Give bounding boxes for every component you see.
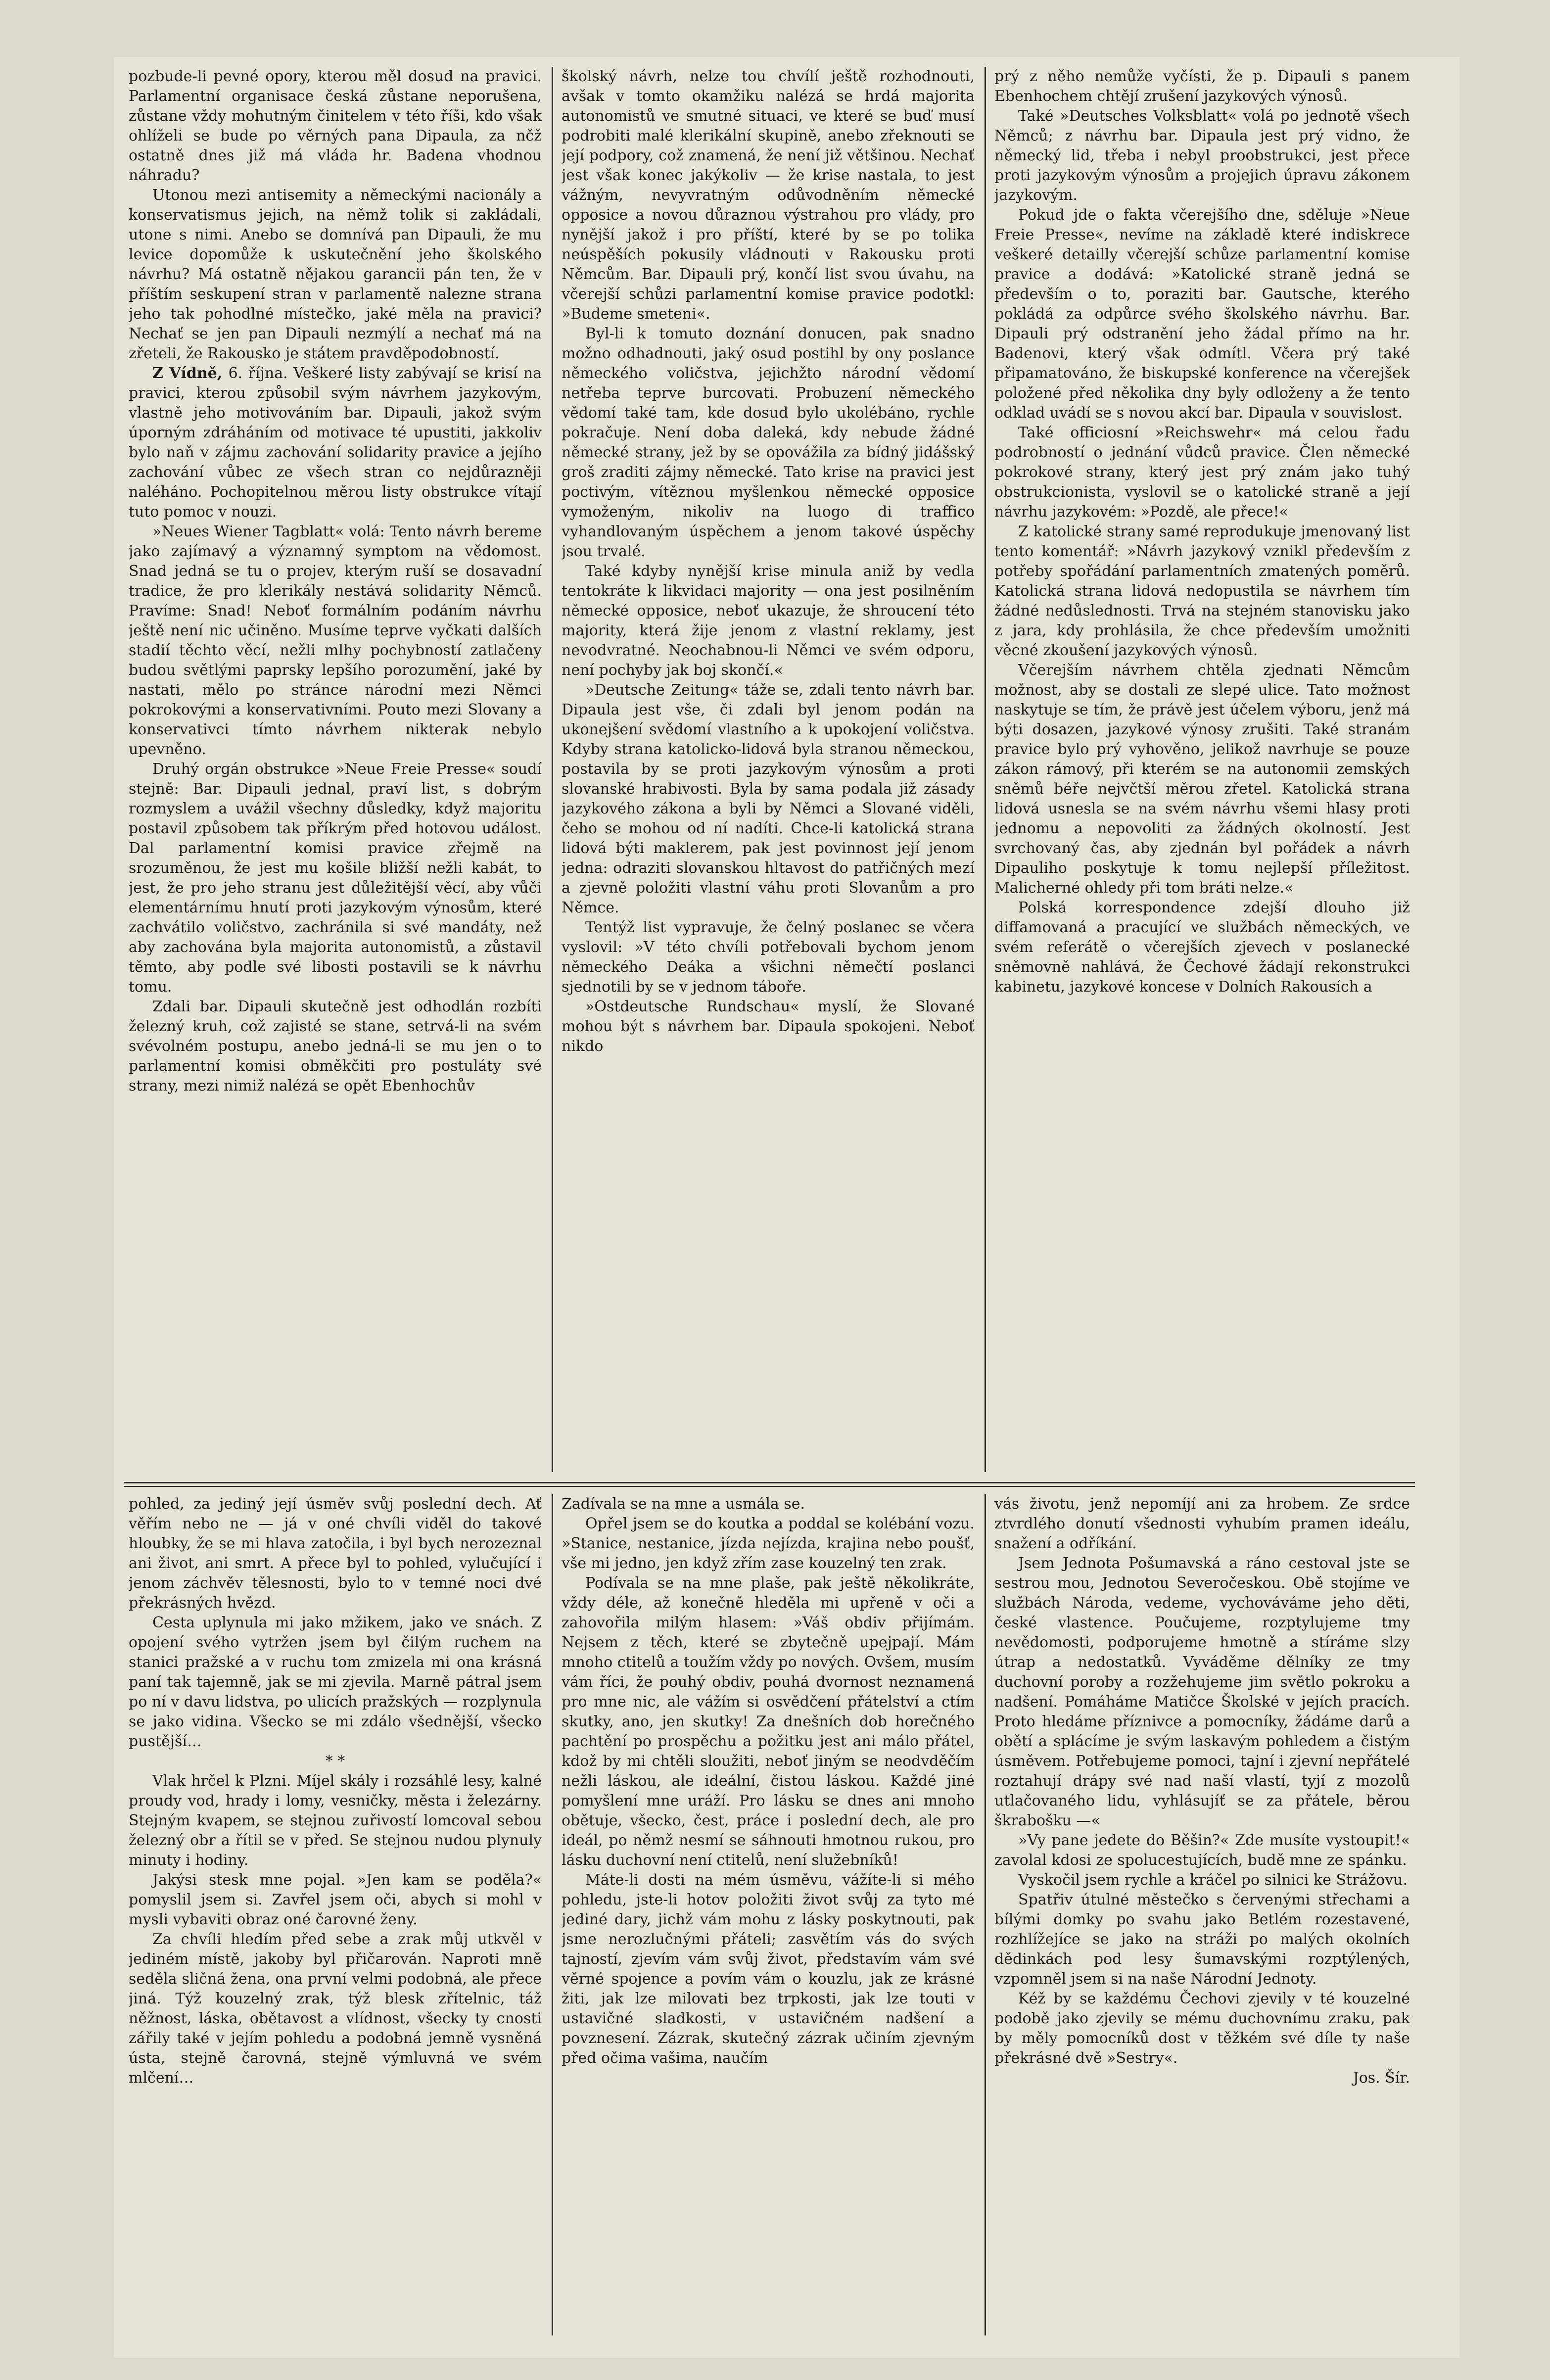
paragraph-continued: prý z něho nemůže vyčísti, že p. Dipauli s panem Ebenhochem chtějí zrušení jazykových výnosů.	[994, 68, 1410, 105]
paragraph: Opřel jsem se do koutka a poddal se kolébání vozu. »Stanice, nestanice, jízda nejízda, krajina nebo poušť, vše mi jedno, jen když zřím zase kouzelný ten zrak.	[562, 1515, 975, 1572]
paragraph: Také kdyby nynější krise minula aniž by vedla tentokráte k likvidaci majority — ona jest posilněním německé opposice, neboť ukazuje, že shroucení této majority, která žije jenom z vlastní reklamy, jest nevodvratné. Neochabnou-li Němci ve svém odporu, není pochyby jak boj skončí.«	[562, 563, 975, 679]
dateline-paragraph	[129, 364, 542, 522]
paragraph: Vlak hrčel k Plzni. Míjel skály i rozsáhlé lesy, kalné proudy vod, hrady i lomy, vesničky, města i železárny. Stejným kvapem, se stejnou zuřivostí lomcoval sebou železný obr a řítil se v před. Se stejnou nudou plynuly minuty i hodiny.	[129, 1772, 542, 1869]
paragraph-continued: pohled, za jediný její úsměv svůj poslední dech. Ať věřím nebo ne — já v oné chvíli viděl do takové hloubky, že se mi hlava zatočila, i byl bych nerozeznal ani život, ani smrt. A přece byl to pohled, vylučující i jenom záchvěv tělesnosti, bylo to v temné noci dvé překrásných hvězd.	[129, 1495, 542, 1612]
paragraph: Také officiosní »Reichswehr« má celou řadu podrobností o jednání vůdců pravice. Člen německé pokrokové strany, který jest prý znám jako tuhý obstrukcionista, vyslovil se o katolické straně a její návrhu jazykovém: »Pozdě, ale přece!«	[994, 424, 1410, 521]
paragraph: Jsem Jednota Pošumavská a ráno cestoval jste se sestrou mou, Jednotou Severočeskou. Obě stojíme ve službách Národa, vedeme, vychováváme jeho děti, české vlastence. Poučujeme, rozptylujeme tmy nevědomosti, podporujeme hmotně a stíráme slzy útrap a nedostatků. Vyváděme dělníky ze tmy duchovní poroby a rozžehujeme jim světlo pokroku a nadšení. Pomáháme Matičce Školské v jejích pracích. Proto hledáme příznivce a pomocníky, žádáme darů a obětí a splácíme je svým laskavým pohledem a čistým úsměvem. Potřebujeme pomoci, tajní i zjevní nepřátelé roztahují drápy své nad naší vlastí, tyjí z mozolů utlačovaného lidu, vyhlásujíť se za přátele, běrou škrabošku —«	[994, 1555, 1410, 1829]
lower-column-1	[129, 1494, 542, 2335]
upper-column-3	[994, 67, 1410, 1472]
newspaper-sheet	[114, 57, 1459, 2358]
column-rule	[985, 67, 986, 1472]
dateline-place: Z Vídně,	[152, 365, 229, 382]
section-separator: * *	[325, 1753, 345, 1770]
paragraph: Máte-li dosti na mém úsměvu, vážíte-li si mého pohledu, jste-li hotov položiti život svůj za tyto mé jediné dary, jichž vám mohu z lásky poskytnouti, pak jsme nerozlučnými přáteli; zasvětím vás do svých tajností, zjevím vám svůj život, představím vám své věrné spojence a povím vám o kouzlu, jak ze krásné žiti, jak lze milovati bez trpkosti, jak lze touti v ustavičné sladkosti, v ustavičném nadšení a povznesení. Zázrak, skutečný zázrak učiním zjevným před očima vašima, naučím	[562, 1871, 975, 2067]
paragraph-continued: školský návrh, nelze tou chvílí ještě rozhodnouti, avšak v tomto okamžiku nalézá se hrdá majorita autonomistů ve smutné situaci, ve které se buď musí podrobiti malé klerikální skupině, anebo zřeknouti se její podpory, což znamená, že není již většinou. Nechať jest však konec jakýkoliv — že krise nastala, to jest vážným, nevyvratným odůvodněním německé opposice a novou důraznou výstrahou pro vlády, pro nynější jakož i pro příští, které by se po tolika neúspěších pokusily vládnouti v Rakousku proti Němcům. Bar. Dipauli prý, končí list svou úvahu, na včerejší schůzi parlamentní komise pravice podotkl: »Budeme smeteni«.	[562, 68, 975, 323]
paragraph: Druhý orgán obstrukce »Neue Freie Presse« soudí stejně: Bar. Dipauli jednal, praví list, s dobrým rozmyslem a uvážil všechny důsledky, když majoritu postavil způsobem tak příkrým před hotovou událost. Dal parlamentní komisi pravice zřejmě na srozuměnou, že jest mu košile bližší nežli kabát, to jest, že pro jeho stranu jest důležitější věcí, aby vůči elementárnímu hnutí proti jazykovým výnosům, které zachvátilo voličstvo, zachránila si své mandáty, než aby zachována byla majorita autonomistů, a zůstavil těmto, aby podle své libosti postavili se k návrhu tomu.	[129, 761, 542, 996]
paragraph: Včerejším návrhem chtěla zjednati Němcům možnost, aby se dostali ze slepé ulice. Tato možnost naskytuje se tím, že právě jest účelem výboru, jenž má býti dosazen, jazykové výnosy zrušiti. Také stranám pravice bylo prý vyhověno, jelikož navrhuje se pouze zákon rámový, při kterém se na autonomii zemských sněmů béře nejvčtší měrou zřetel. Katolická strana lidová usnesla se na svém návrhu všemi hlasy proti jednomu a nepovoliti za žádných okolností. Jest svrchovaný čas, aby zjednán byl pořádek a návrh Dipauliho poskytuje k tomu nejlepší příležitost. Malicherné ohledy při tom bráti nelze.«	[994, 662, 1410, 897]
dateline-text: 6. října. Veškeré listy zabývají se krisí na pravici, kterou způsobil svým návrhem jazykovým, vlastně jeho motivováním bar. Dipauli, jakož svým úporným zdráháním od motivace té upustiti, jakkoliv bylo naň v zájmu zachování solidarity pravice a jejího zachování vůbec ze všech stran co nejdůrazněji naléháno. Pochopitelnou měrou listy obstrukce vítají tuto pomoc v nouzi.	[129, 365, 542, 521]
paragraph: Tentýž list vypravuje, že čelný poslanec se včera vyslovil: »V této chvíli potřebovali bychom jenom německého Deáka a všichni němečtí poslanci sjednotili by se v jednom táboře.	[562, 919, 975, 996]
lower-column-3	[994, 1494, 1410, 2335]
paragraph: Spatřiv útulné městečko s červenými střechami a bílými domky po svahu jako Betlém rozestavené, rozhlížejíce se jako na stráži po malých okolních dědinkách pod lesy šumavskými rozptýlených, vzpomněl jsem si na naše Národní Jednoty.	[994, 1891, 1410, 1988]
paragraph: »Vy pane jedete do Běšin?« Zde musíte vystoupit!« zavolal kdosi ze spolucestujících, budě mne ze spánku.	[994, 1832, 1410, 1869]
paragraph: Kéž by se každému Čechovi zjevily v té kouzelné podobě jako zjevily se mému duchovnímu zraku, pak by měly pomocníků dost v těžkém své díle ty naše překrásné dvě »Sestry«.	[994, 1990, 1410, 2067]
lower-column-2	[562, 1494, 975, 2335]
paragraph: Byl-li k tomuto doznání donucen, pak snadno možno odhadnouti, jaký osud postihl by ony poslance německého voličstva, jejichžto národní vědomí netřeba teprve burcovati. Probuzení německého vědomí také tam, kde dosud bylo ukolébáno, rychle pokračuje. Není doba daleká, kdy nebude žádné německé strany, jež by se opovážila za bídný jidášský groš zraditi zájmy německé. Tato krise na pravici jest poctivým, vítěznou myšlenkou německé opposice vymoženým, nikoliv na luogo di traffico vyhandlovaným úspěchem a jenom takové úspěchy jsou trvalé.	[562, 325, 975, 560]
paragraph: Vyskočil jsem rychle a kráčel po silnici ke Strážovu.	[1018, 1871, 1408, 1889]
upper-column-2	[562, 67, 975, 1472]
upper-column-1	[129, 67, 542, 1472]
paragraph: Polská korrespondence zdejší dlouho již diffamovaná a pracující ve službách německých, ve svém referátě o včerejších zjevech v poslanecké sněmovně nahlává, že Čechové žádají rekonstrukci kabinetu, jazykové koncese v Dolních Rakousích a	[994, 899, 1410, 996]
paragraph: »Ostdeutsche Rundschau« myslí, že Slované mohou být s návrhem bar. Dipaula spokojeni. Neboť nikdo	[562, 998, 975, 1055]
column-rule	[985, 1494, 986, 2335]
feuilleton-rule	[124, 1486, 1415, 1487]
paragraph: »Deutsche Zeitung« táže se, zdali tento návrh bar. Dipaula jest vše, či zdali byl jenom podán na ukonejšení svědomí vlastního a k upokojení voličstva. Kdyby strana katolicko-lidová byla stranou německou, postavila by se proti jazykovým výnosům a proti slovanské hrabivosti. Byla by sama podala již zásady jazykového zákona a byli by Němci a Slované viděli, čeho se mohou od ní nadíti. Chce-li katolická strana lidová býti maklerem, pak jest povinnost její jenom jedna: odraziti slovanskou hltavost do patřičných mezí a zjevně položiti vlastní váhu proti Slovanům a pro Němce.	[562, 681, 975, 916]
paragraph: Z katolické strany samé reprodukuje jmenovaný list tento komentář: »Návrh jazykový vznikl především z potřeby spořádání parlamentních zmatených poměrů. Katolická strana lidová nedopustila se návrhem tím žádné nedůslednosti. Trvá na stejném stanovisku jako z jara, kdy prohlásila, že chce především umožniti věcné zkoušení jazykových výnosů.	[994, 523, 1410, 659]
paragraph: Cesta uplynula mi jako mžikem, jako ve snách. Z opojení svého vytržen jsem byl čilým ruchem na stanici pražské a v ruchu tom zmizela mi ona krásná paní tak tajemně, jak se mi zjevila. Marně pátral jsem po ní v davu lidstva, po ulicích pražských — rozplynula se jako vidina. Všecko se mi zdálo všednější, všecko pustější…	[129, 1614, 542, 1750]
paragraph: Pokud jde o fakta včerejšího dne, sděluje »Neue Freie Presse«, nevíme na základě které indiskrece veškeré detailly včerejší schůze parlamentní komise pravice a dodává: »Katolické straně jedná se především o to, poraziti bar. Gautsche, kterého pokládá za odpůrce svého školského návrhu. Bar. Dipauli prý odstranění jeho žádal přímo na hr. Badenovi, který však odmítl. Včera prý také připamatováno, že biskupské konference na včerejšek položené před několika dny byly odloženy a že tento odklad uvádí se s novou akcí bar. Dipaula v souvislost.	[994, 206, 1410, 422]
author-signature: Jos. Šír.	[1353, 2069, 1410, 2087]
feuilleton-rule	[124, 1482, 1415, 1483]
paragraph: Podívala se na mne plaše, pak ještě několikráte, vždy déle, až konečně hleděla mi upřeně v oči a zahovořila milým hlasem: »Váš obdiv přijímám. Nejsem z těch, které se zbytečně upejpají. Mám mnoho ctitelů a toužím vždy po nových. Ovšem, musím vám říci, že pouhý obdiv, pouhá dvornost neznamená pro mne nic, ale vážím si osvědčení přátelství a ctím skutky, ano, jen skutky! Za dnešních dob horečného pachtění po prospěchu a požitku jest ani málo přátel, kdož by mi chtěli sloužiti, neboť jiným se neodvděčím nežli láskou, ale ideální, čistou láskou. Každé jiné pomyšlení mne uráží. Pro lásku se dnes ani mnoho obětuje, všecko, čest, práce i poslední dech, ale pro ideál, po němž nesmí se sáhnouti hmotnou rukou, pro lásku duchovní není ctitelů, není služebníků!	[562, 1574, 975, 1869]
paragraph: Za chvíli hledím před sebe a zrak můj utkvěl v jediném místě, jakoby byl přičarován. Naproti mně seděla sličná žena, ona první velmi podobná, ale přece jiná. Týž kouzelný zrak, týž blesk zřítelnic, táž něžnost, láska, obětavost a vlídnost, všecky ty cnosti zářily také v jejím pohledu a podobná jemně vysněná ústa, stejně čarovná, stejně výmluvná ve svém mlčení…	[129, 1931, 542, 2087]
paragraph-continued: Zadívala se na mne a usmála se.	[562, 1495, 805, 1513]
paragraph-continued: vás životu, jenž nepomíjí ani za hrobem. Ze srdce ztvrdlého donutí všednosti vyhubím pramen ideálu, snažení a odříkání.	[994, 1495, 1410, 1552]
paragraph-continued: pozbude-li pevné opory, kterou měl dosud na pravici. Parlamentní organisace česká zůstane neporušena, zůstane vždy mohutným činitelem v této říši, kdo však ohlíželi se bude po věrných pana Dipaula, za nčž ostatně dnes již má vláda hr. Badena vhodnou náhradu?	[129, 68, 542, 184]
column-rule	[552, 1494, 553, 2335]
paragraph: Utonou mezi antisemity a německými nacionály a konservatismus jejich, na němž tolik si zakládali, utone s nimi. Anebo se domnívá pan Dipauli, že mu levice dopomůže k uskutečnění jeho školského návrhu? Má ostatně nějakou garancii pán ten, že v příštím seskupení stran v parlamentě nalezne strana jeho tak pohodlné místečko, jaké měla na pravici? Nechať se jen pan Dipauli nezmýlí a nechať má na zřeteli, že Rakousko je státem pravděpodobností.	[129, 187, 542, 362]
paragraph: »Neues Wiener Tagblatt« volá: Tento návrh bereme jako zajímavý a významný symptom na vědomost. Snad jedná se tu o projev, kterým ruší se dosavadní tradice, že pro klerikály nestává solidarity Němců. Pravíme: Snad! Neboť formálním podáním návrhu ještě není nic učiněno. Musíme teprve vyčkati dalších stadií těchto věcí, nežli mlhy pochybností zatlačeny budou světlými paprsky lepšího porozumění, jaké by nastati, mělo po stránce národní mezi Němci pokrokovými a konservativními. Pouto mezi Slovany a konservativci tímto návrhem nikterak nebylo upevněno.	[129, 523, 542, 758]
paragraph: Jakýsi stesk mne pojal. »Jen kam se poděla?« pomyslil jsem si. Zavřel jsem oči, abych si mohl v mysli vybaviti obraz oné čarovné ženy.	[129, 1871, 542, 1928]
column-rule	[552, 67, 553, 1472]
paragraph: Zdali bar. Dipauli skutečně jest odhodlán rozbíti železný kruh, což zajisté se stane, setrvá-li na svém svévolném postupu, anebo jedná-li se mu jen o to parlamentní komisi obměkčiti pro postuláty své strany, mezi nimiž nalézá se opět Ebenhochův	[129, 998, 542, 1095]
paragraph: Také »Deutsches Volksblatt« volá po jednotě všech Němců; z návrhu bar. Dipaula jest prý vidno, že německý lid, třeba i nebyl proobstrukci, jest přece proti jazykovým výnosům a projejich úpravu zákonem jazykovým.	[994, 107, 1410, 204]
